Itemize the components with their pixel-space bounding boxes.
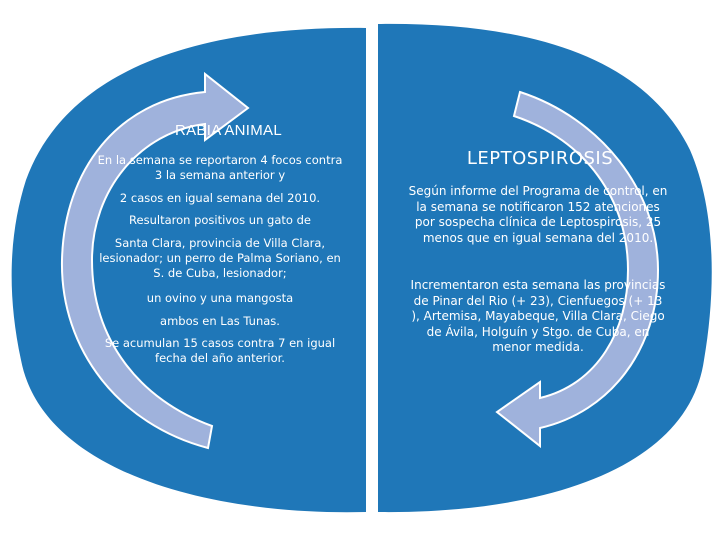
right-panel-title: LEPTOSPIROSIS [466, 148, 614, 169]
right-panel-shape [378, 24, 712, 512]
left-panel-title: RABIA ANIMAL [175, 122, 282, 139]
right-paragraph-2: Incrementaron esta semana las provincias de Pinar del Rio (+ 23), Cienfuegos (+ 13 ), Artemisa, Mayabeque, Villa Clara, Ciego de Ávila, Holguín y Stgo. de Cuba, en menor medida. [410, 278, 666, 354]
left-paragraph-1: En la semana se reportaron 4 focos contra 3 la semana anterior y [97, 153, 343, 182]
left-paragraph-2: 2 casos en igual semana del 2010. [119, 191, 321, 205]
left-paragraph-5: un ovino y una mangosta [146, 291, 294, 305]
left-paragraph-3: Resultaron positivos un gato de [129, 213, 311, 227]
left-paragraph-7: Se acumulan 15 casos contra 7 en igual fecha del año anterior. [104, 336, 336, 365]
left-paragraph-6: ambos en Las Tunas. [160, 314, 280, 328]
left-paragraph-4: Santa Clara, provincia de Villa Clara, lesionador; un perro de Palma Soriano, en S. de Cuba, lesionador; [99, 236, 341, 280]
right-paragraph-1: Según informe del Programa de control, en la semana se notificaron 152 atenciones por sospecha clínica de Leptospirosis, 25 menos que en igual semana del 2010. [408, 184, 668, 245]
